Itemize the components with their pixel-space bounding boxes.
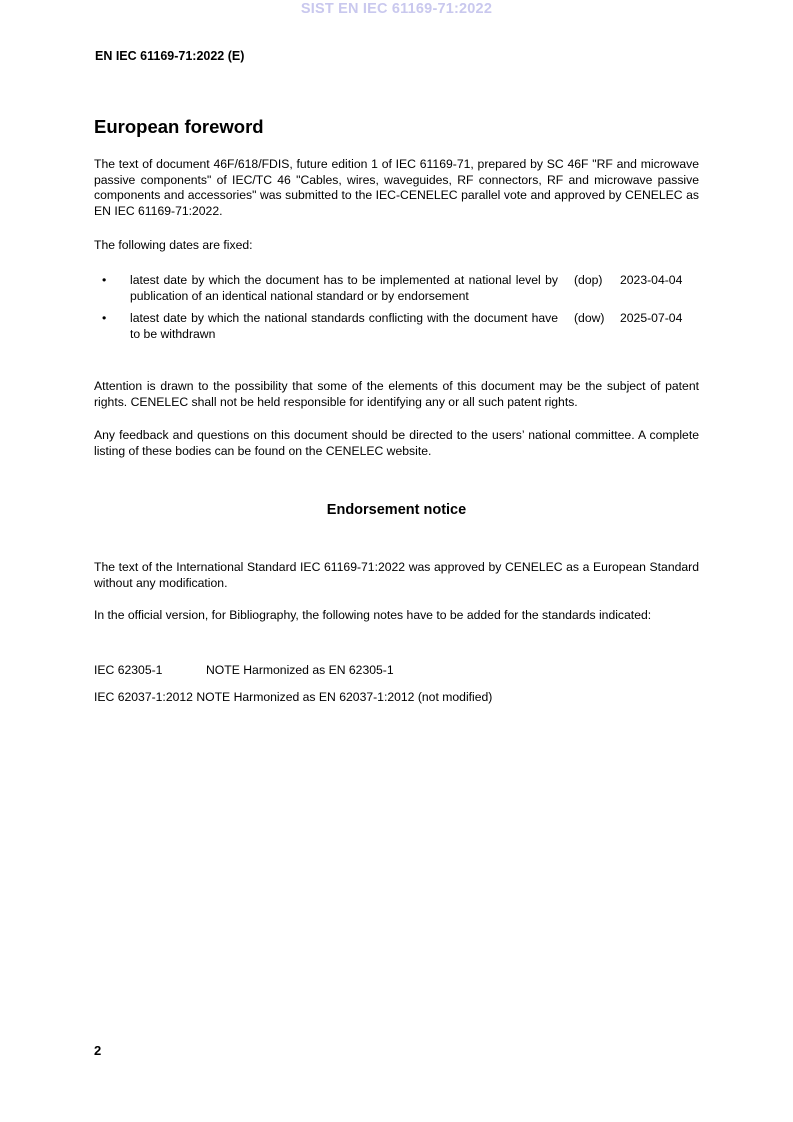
harmonization-note: NOTE Harmonized as EN 62305-1 [206,663,394,677]
document-id: EN IEC 61169-71:2022 (E) [95,49,245,63]
foreword-title: European foreword [94,116,264,137]
date-code: (dop) [574,273,603,287]
endorsement-paragraph-2: In the official version, for Bibliography, the following notes have to be added for the standards indicated: [94,608,652,622]
foreword-paragraph-4: Any feedback and questions on this document should be directed to the users’ national committee. A complete listing of these bodies can be found on the CENELEC website. [94,428,699,458]
date-description: latest date by which the national standards conflicting with the document have to be withdrawn [130,311,558,341]
standard-reference: IEC 62037-1:2012 [94,690,193,704]
date-value: 2025-07-04 [620,311,683,325]
bullet: • [102,311,107,325]
bibliography-note-row [94,663,394,679]
standard-reference: IEC 62305-1 [94,663,163,677]
date-value: 2023-04-04 [620,273,683,287]
date-description: latest date by which the document has to be implemented at national level by publication of an identical national standard or by endorsement [130,273,558,303]
page-number: 2 [94,1043,102,1058]
harmonization-note: NOTE Harmonized as EN 62037-1:2012 (not modified) [196,690,493,704]
watermark: SIST EN IEC 61169-71:2022 [300,1,493,17]
date-code: (dow) [574,311,605,325]
foreword-paragraph-2: The following dates are fixed: [94,238,253,252]
foreword-paragraph-3: Attention is drawn to the possibility that some of the elements of this document may be the subject of patent rights. CENELEC shall not be held responsible for identifying any or all such patent rights. [94,379,699,409]
bullet: • [102,273,107,287]
endorsement-paragraph-1: The text of the International Standard IEC 61169-71:2022 was approved by CENELEC as a European Standard without any modification. [94,560,699,590]
endorsement-title: Endorsement notice [326,502,467,518]
foreword-paragraph-1: The text of document 46F/618/FDIS, future edition 1 of IEC 61169-71, prepared by SC 46F "RF and microwave passive components" of IEC/TC 46 "Cables, wires, waveguides, RF connectors, RF and microwave passive components and accessories" was submitted to the IEC-CENELEC parallel vote and approved by CENELEC as EN IEC 61169-71:2022. [94,157,699,218]
bibliography-note-row [94,690,492,706]
